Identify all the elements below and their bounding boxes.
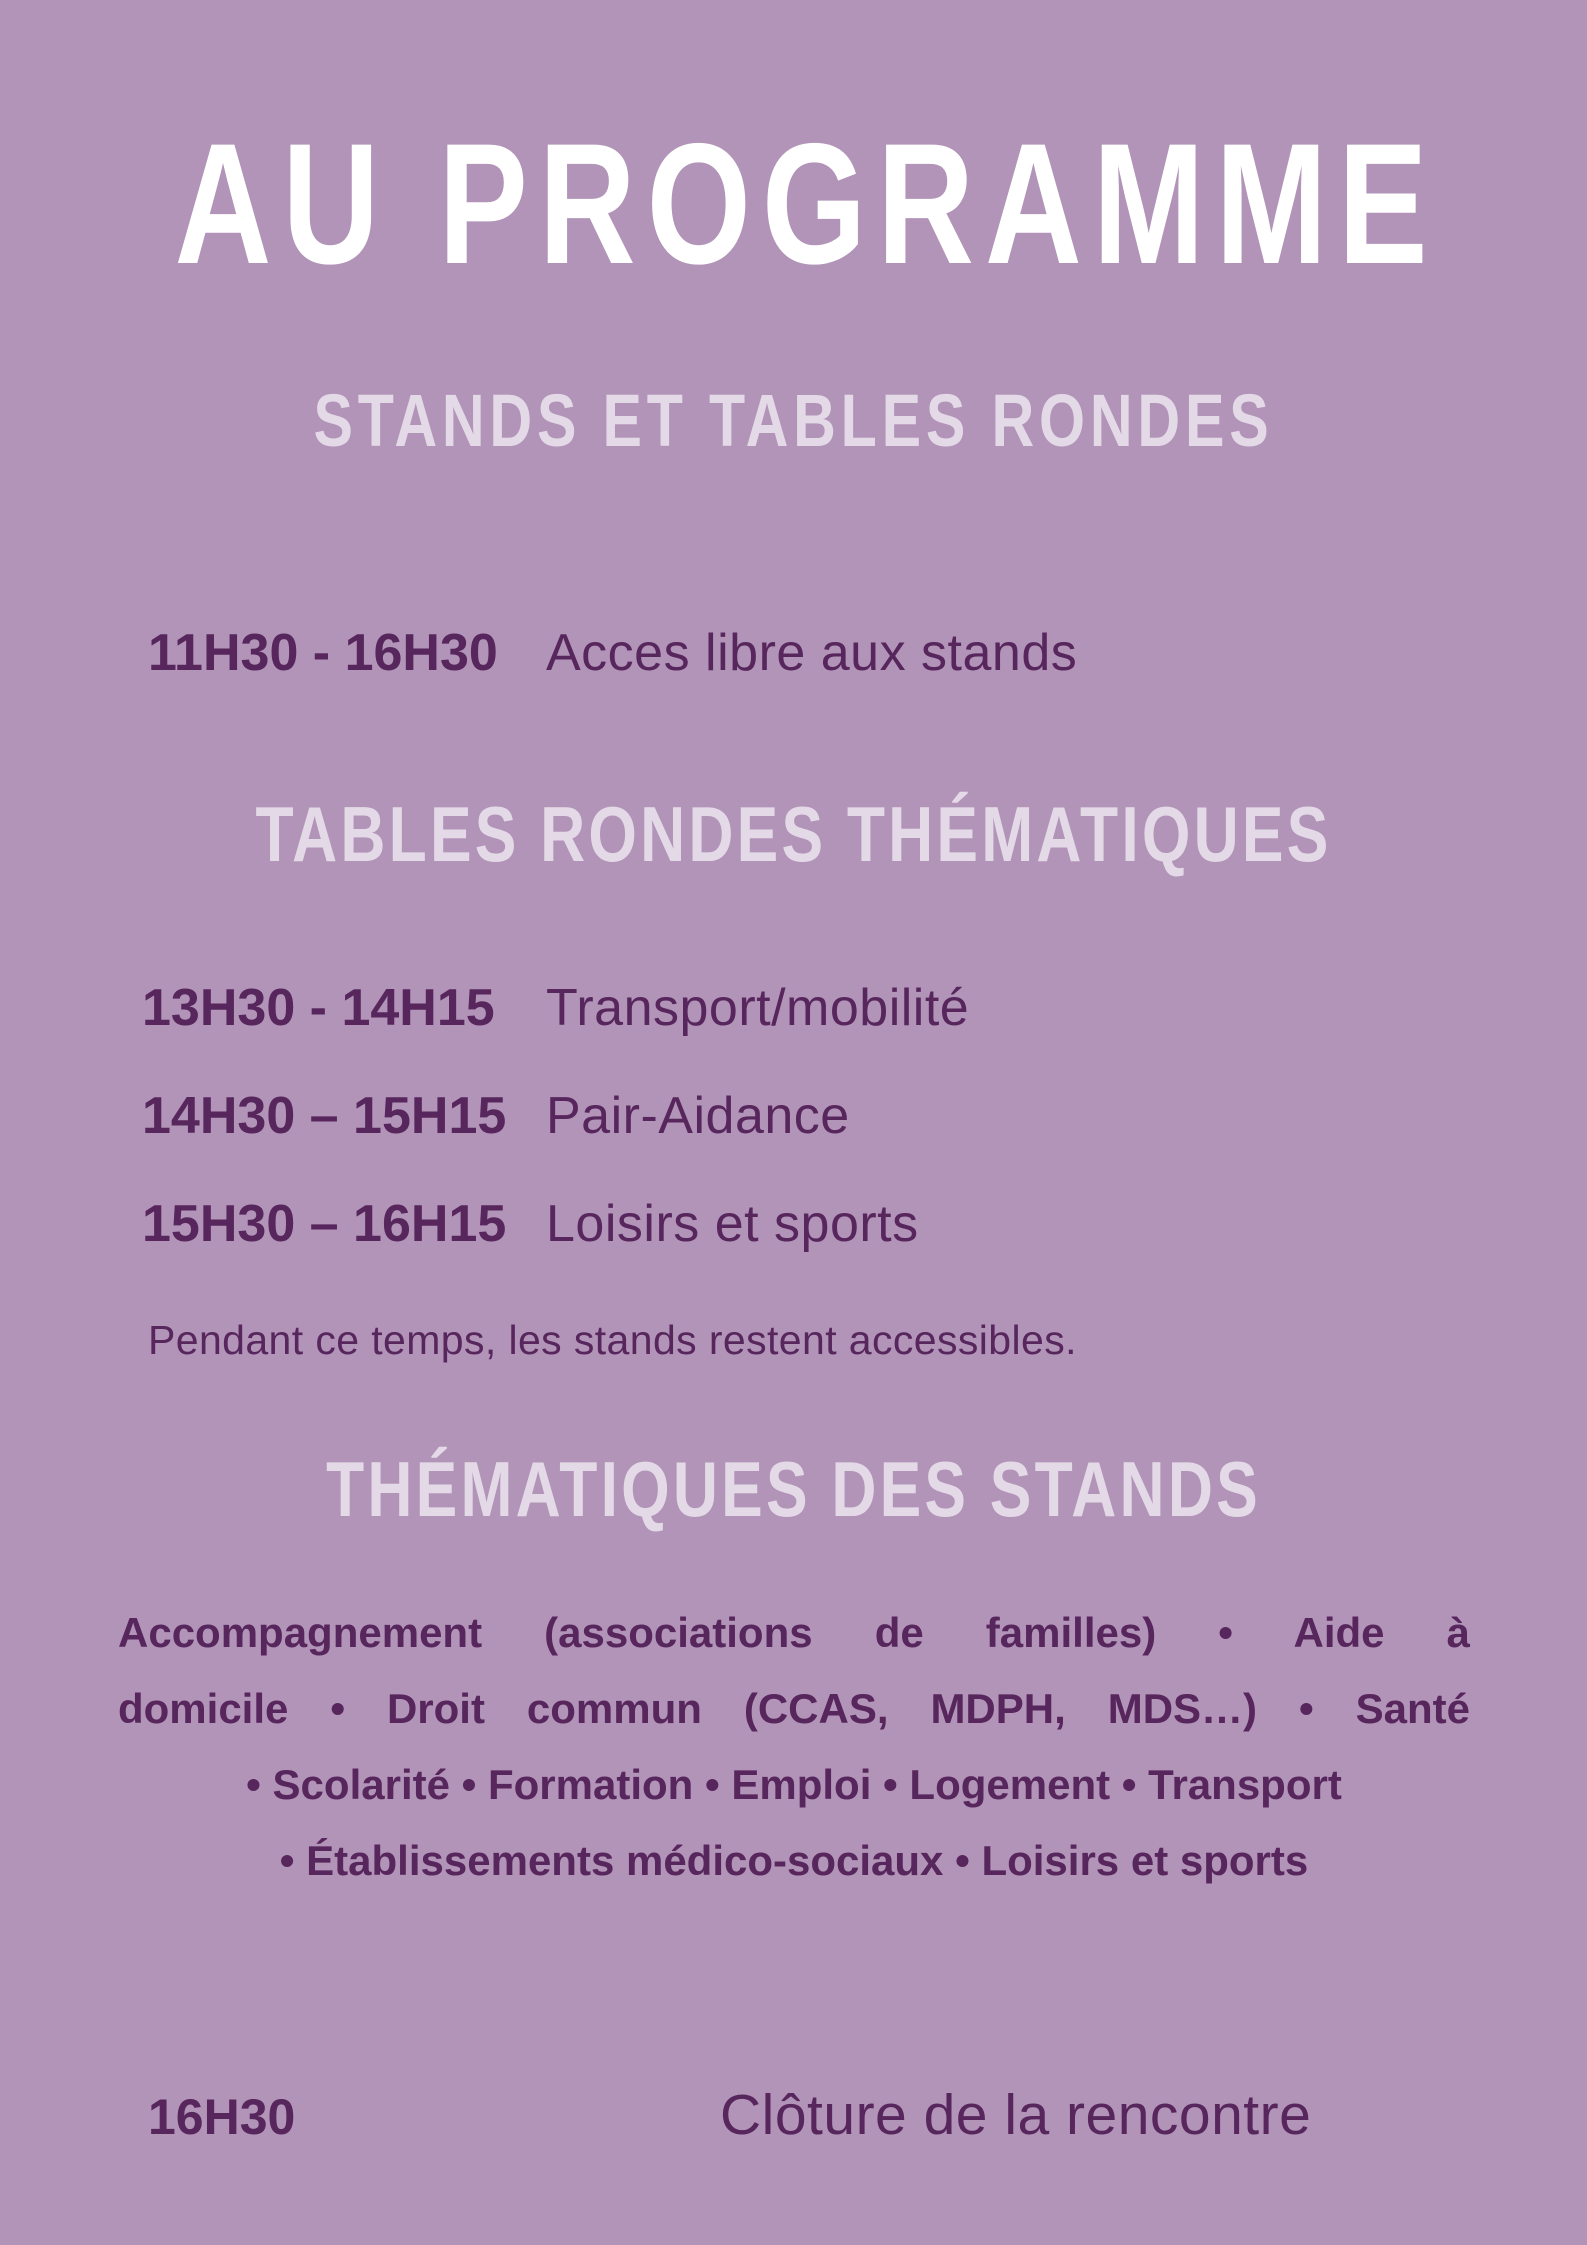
section-heading-tables-rondes: TABLES RONDES THÉMATIQUES bbox=[255, 790, 1332, 878]
tables-ronde-description-2: Pair-Aidance bbox=[546, 1087, 850, 1145]
access-description: Acces libre aux stands bbox=[546, 624, 1078, 682]
schedule-row-access bbox=[148, 624, 1078, 682]
poster-subtitle: STANDS ET TABLES RONDES bbox=[313, 379, 1274, 462]
stands-topics-line-2: domicile • Droit commun (CCAS, MDPH, MDS…) • Santé bbox=[118, 1685, 1470, 1732]
access-time: 11H30 - 16H30 bbox=[148, 624, 498, 682]
tables-ronde-time-2: 14H30 – 15H15 bbox=[142, 1087, 507, 1145]
stands-topics-line-4: • Établissements médico-sociaux • Loisirs et sports bbox=[279, 1837, 1309, 1884]
table-row bbox=[142, 979, 970, 1037]
stands-topics-line-1: Accompagnement (associations de familles) • Aide à bbox=[118, 1609, 1470, 1656]
tables-ronde-time-1: 13H30 - 14H15 bbox=[142, 979, 495, 1037]
page-title: AU PROGRAMME bbox=[174, 108, 1439, 300]
tables-ronde-time-3: 15H30 – 16H15 bbox=[142, 1195, 507, 1253]
table-row bbox=[142, 1087, 850, 1145]
tables-ronde-description-1: Transport/mobilité bbox=[546, 979, 970, 1037]
section-heading-thematiques-stands: THÉMATIQUES DES STANDS bbox=[326, 1445, 1261, 1533]
tables-ronde-description-3: Loisirs et sports bbox=[546, 1195, 919, 1253]
closing-time: 16H30 bbox=[148, 2089, 296, 2145]
stands-topics-block bbox=[118, 1595, 1470, 1899]
schedule-row-closing bbox=[148, 2083, 1312, 2147]
table-row bbox=[142, 1195, 919, 1253]
stands-accessible-note: Pendant ce temps, les stands restent accessibles. bbox=[148, 1317, 1077, 1363]
closing-description: Clôture de la rencontre bbox=[720, 2083, 1312, 2147]
stands-topics-line-3: • Scolarité • Formation • Emploi • Logement • Transport bbox=[246, 1761, 1342, 1808]
